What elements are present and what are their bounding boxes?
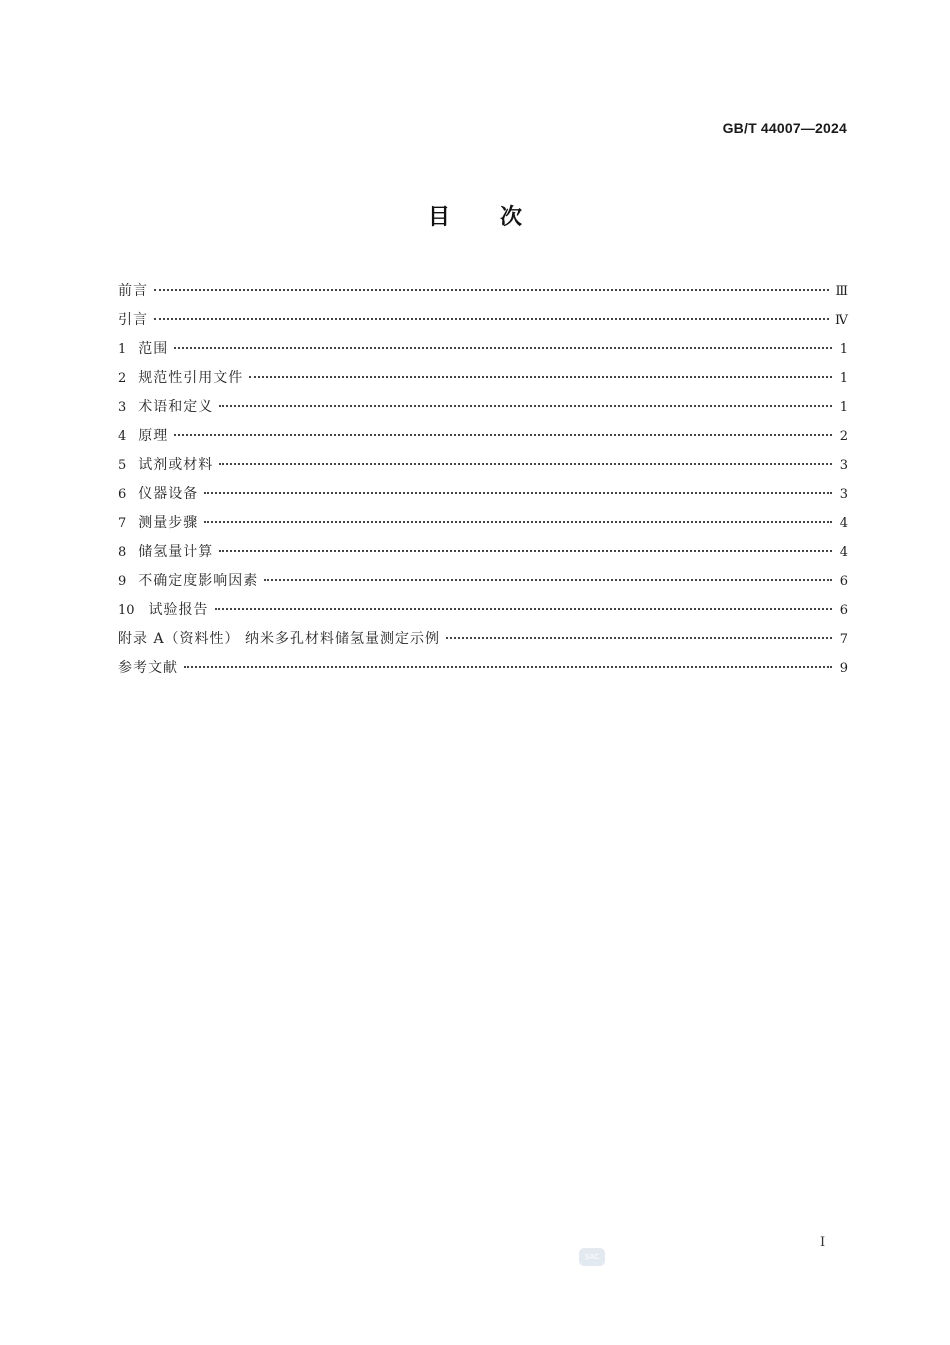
toc-entry-number: 1 — [118, 342, 127, 357]
toc-entry-number: 4 — [118, 429, 127, 444]
toc-entry-number: 9 — [118, 574, 127, 589]
table-of-contents — [118, 280, 848, 686]
toc-entry-hydrogen-storage-calculation[interactable] — [118, 541, 848, 570]
standard-code: GB/T 44007—2024 — [722, 120, 847, 136]
toc-entry-label: 原理 — [138, 428, 169, 444]
dot-leader — [219, 550, 832, 552]
toc-entry-measurement-procedure[interactable] — [118, 512, 848, 541]
toc-entry-label: 仪器设备 — [138, 486, 199, 502]
toc-entry-uncertainty-factors[interactable] — [118, 570, 848, 599]
toc-entry-number: 5 — [118, 458, 127, 473]
toc-entry-label: 测量步骤 — [138, 515, 199, 531]
toc-entry-label: 参考文献 — [118, 660, 178, 676]
toc-entry-number: 2 — [118, 371, 127, 386]
toc-entry-page: Ⅲ — [835, 284, 848, 299]
toc-entry-label: 附录 A（资料性） 纳米多孔材料储氢量测定示例 — [118, 631, 441, 647]
toc-entry-bibliography[interactable] — [118, 657, 848, 686]
toc-entry-page: 9 — [839, 661, 848, 676]
toc-entry-label: 前言 — [118, 283, 148, 299]
toc-entry-page: 6 — [839, 603, 848, 618]
toc-entry-label: 试验报告 — [148, 602, 209, 618]
dot-leader — [215, 608, 832, 610]
toc-entry-number: 10 — [118, 603, 135, 618]
toc-entry-page: 2 — [839, 429, 848, 444]
toc-entry-page: 4 — [839, 545, 848, 560]
toc-entry-page: 3 — [839, 487, 848, 502]
toc-entry-page: Ⅳ — [835, 313, 848, 328]
toc-entry-page: 7 — [839, 632, 848, 647]
toc-entry-page: 1 — [839, 371, 848, 386]
toc-entry-reagents-materials[interactable] — [118, 454, 848, 483]
dot-leader — [154, 289, 829, 291]
toc-entry-page: 3 — [839, 458, 848, 473]
toc-entry-label: 规范性引用文件 — [138, 370, 244, 386]
toc-entry-label: 试剂或材料 — [138, 457, 214, 473]
toc-entry-page: 4 — [839, 516, 848, 531]
toc-entry-number: 3 — [118, 400, 127, 415]
toc-entry-scope[interactable] — [118, 338, 848, 367]
sac-watermark-logo: SAC — [579, 1248, 605, 1266]
toc-entry-annex-a[interactable] — [118, 628, 848, 657]
toc-entry-principle[interactable] — [118, 425, 848, 454]
dot-leader — [184, 666, 832, 668]
toc-entry-normative-references[interactable] — [118, 367, 848, 396]
toc-title: 目次 — [427, 205, 572, 230]
dot-leader — [174, 434, 832, 436]
toc-entry-label: 范围 — [138, 341, 169, 357]
dot-leader — [219, 405, 832, 407]
toc-entry-label: 不确定度影响因素 — [138, 573, 259, 589]
toc-entry-label: 储氢量计算 — [138, 544, 214, 560]
dot-leader — [249, 376, 832, 378]
dot-leader — [264, 579, 832, 581]
toc-entry-test-report[interactable] — [118, 599, 848, 628]
toc-entry-apparatus[interactable] — [118, 483, 848, 512]
dot-leader — [446, 637, 832, 639]
toc-entry-number: 8 — [118, 545, 127, 560]
toc-entry-introduction[interactable] — [118, 309, 848, 338]
toc-entry-number: 6 — [118, 487, 127, 502]
toc-entry-label: 引言 — [118, 312, 148, 328]
dot-leader — [154, 318, 829, 320]
dot-leader — [204, 521, 832, 523]
dot-leader — [174, 347, 832, 349]
dot-leader — [204, 492, 832, 494]
toc-entry-page: 6 — [839, 574, 848, 589]
toc-entry-page: 1 — [839, 400, 848, 415]
dot-leader — [219, 463, 832, 465]
toc-entry-number: 7 — [118, 516, 127, 531]
toc-entry-terms-definitions[interactable] — [118, 396, 848, 425]
toc-entry-label: 术语和定义 — [138, 399, 214, 415]
toc-entry-foreword[interactable] — [118, 280, 848, 309]
toc-entry-page: 1 — [839, 342, 848, 357]
page-number: I — [820, 1235, 826, 1250]
